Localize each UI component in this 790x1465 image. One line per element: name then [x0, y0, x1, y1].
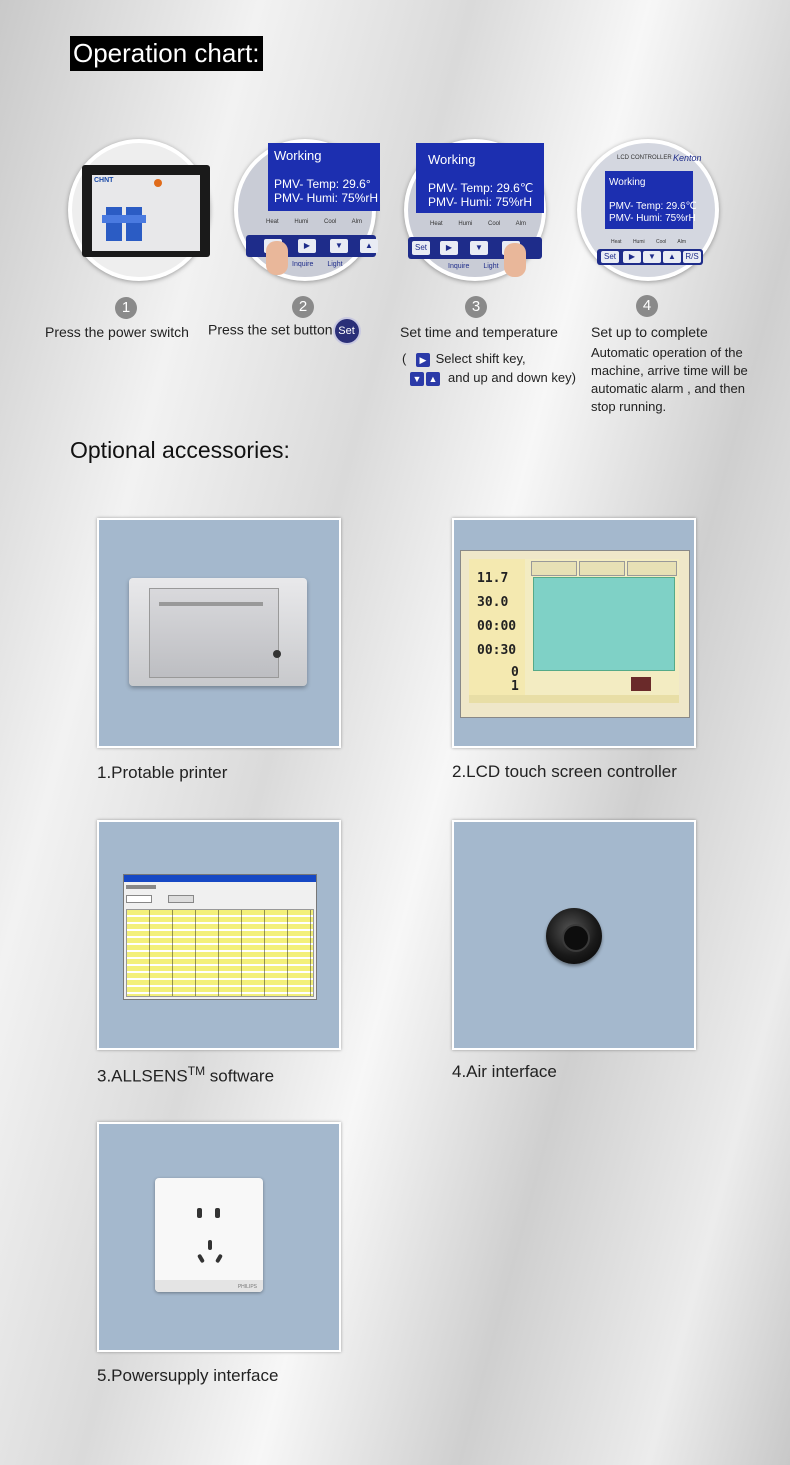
touch-value-a: 0: [511, 665, 519, 680]
step-3-photo: Working PMV- Temp: 29.6℃ PMV- Humi: 75%rH Heat Humi Cool Alm Set ▶ ▼ Inquire Light: [404, 139, 546, 281]
breaker-brand: CHNT: [94, 177, 114, 184]
shift-key-icon: ▶: [416, 353, 430, 367]
step-3-number: 3: [465, 296, 487, 318]
power-socket-image: [97, 1122, 341, 1352]
step-3-note-line2: [410, 370, 576, 386]
step-4-description: Automatic operation of the machine, arrive time will be automatic alarm , and then stop running.: [591, 345, 748, 414]
note-line1: Select shift key,: [435, 351, 526, 366]
caption-software-suffix: software: [205, 1066, 275, 1086]
step-2-label: Press the set button: [208, 321, 333, 338]
step-4-photo: LCD CONTROLLER Kenton Working PMV- Temp: 29.6℃ PMV- Humi: 75%rH Heat Humi Cool Alm Set ▶ ▼ ▲ R/S: [577, 139, 719, 281]
lcd-temp: PMV- Temp: 29.6℃: [428, 181, 534, 195]
set-button-icon: Set: [335, 319, 359, 343]
caption-lcd: 2.LCD touch screen controller: [452, 762, 677, 781]
step-1-photo: [68, 139, 210, 281]
caption-power: 5.Powersupply interface: [97, 1366, 279, 1385]
step-1-label: Press the power switch: [45, 324, 189, 340]
touch-chart-area: [533, 577, 675, 671]
note-open-paren: (: [402, 351, 407, 366]
footer-labels: Inquire Light: [292, 261, 343, 268]
lcd-humi: PMV- Humi: 75%rH: [274, 191, 379, 205]
finger: [504, 243, 526, 277]
up-key-icon: ▲: [426, 372, 440, 386]
note-line2: and up and down key): [448, 370, 576, 385]
caption-printer: 1.Protable printer: [97, 763, 228, 782]
brand-label: Kenton: [673, 153, 702, 163]
lcd-status: Working: [274, 148, 322, 163]
caption-software-name: 3.ALLSENS: [97, 1066, 188, 1086]
finger: [266, 241, 288, 275]
step-2-photo: Working PMV- Temp: 29.6° PMV- Humi: 75%rH Heat Humi Cool Alm ▶ ▼ ▲ Inquire Light: [234, 139, 376, 281]
lcd-humi: PMV- Humi: 75%rH: [609, 213, 696, 224]
software-image: [97, 820, 341, 1050]
trademark: TM: [187, 1064, 206, 1078]
touch-value-set: 30.0: [477, 595, 509, 610]
lcd-touch-image: [452, 518, 696, 748]
step-1-number: 1: [115, 297, 137, 319]
accessories-title: Optional accessories:: [70, 437, 290, 463]
lcd-humi: PMV- Humi: 75%rH: [428, 195, 533, 209]
lcd-status: Working: [609, 177, 646, 188]
lcd-status: Working: [428, 152, 476, 167]
caption-software: [97, 1064, 274, 1087]
step-4-number: 4: [636, 295, 658, 317]
step-2-label-wrap: [208, 319, 359, 343]
touch-value-b: 1: [511, 679, 519, 694]
step-4-label: Set up to complete: [591, 324, 708, 340]
touch-value-time2: 00:30: [477, 643, 517, 658]
lcd-temp: PMV- Temp: 29.6°: [274, 177, 371, 191]
caption-air: 4.Air interface: [452, 1062, 557, 1081]
air-interface-image: [452, 820, 696, 1050]
down-key-icon: ▼: [410, 372, 424, 386]
touch-value-time1: 00:00: [477, 619, 517, 634]
controller-label: LCD CONTROLLER: [617, 155, 672, 161]
lcd-temp: PMV- Temp: 29.6℃: [609, 201, 697, 212]
socket-brand: PHILIPS: [237, 1284, 257, 1290]
step-2-number: 2: [292, 296, 314, 318]
indicator-row: Heat Humi Cool Alm: [266, 219, 363, 225]
printer-image: [97, 518, 341, 748]
step-3-label: Set time and temperature: [400, 324, 558, 340]
operation-chart-title: Operation chart:: [70, 36, 263, 71]
step-3-note-line1: [402, 351, 526, 367]
touch-value-temp: 11.7: [477, 571, 509, 586]
